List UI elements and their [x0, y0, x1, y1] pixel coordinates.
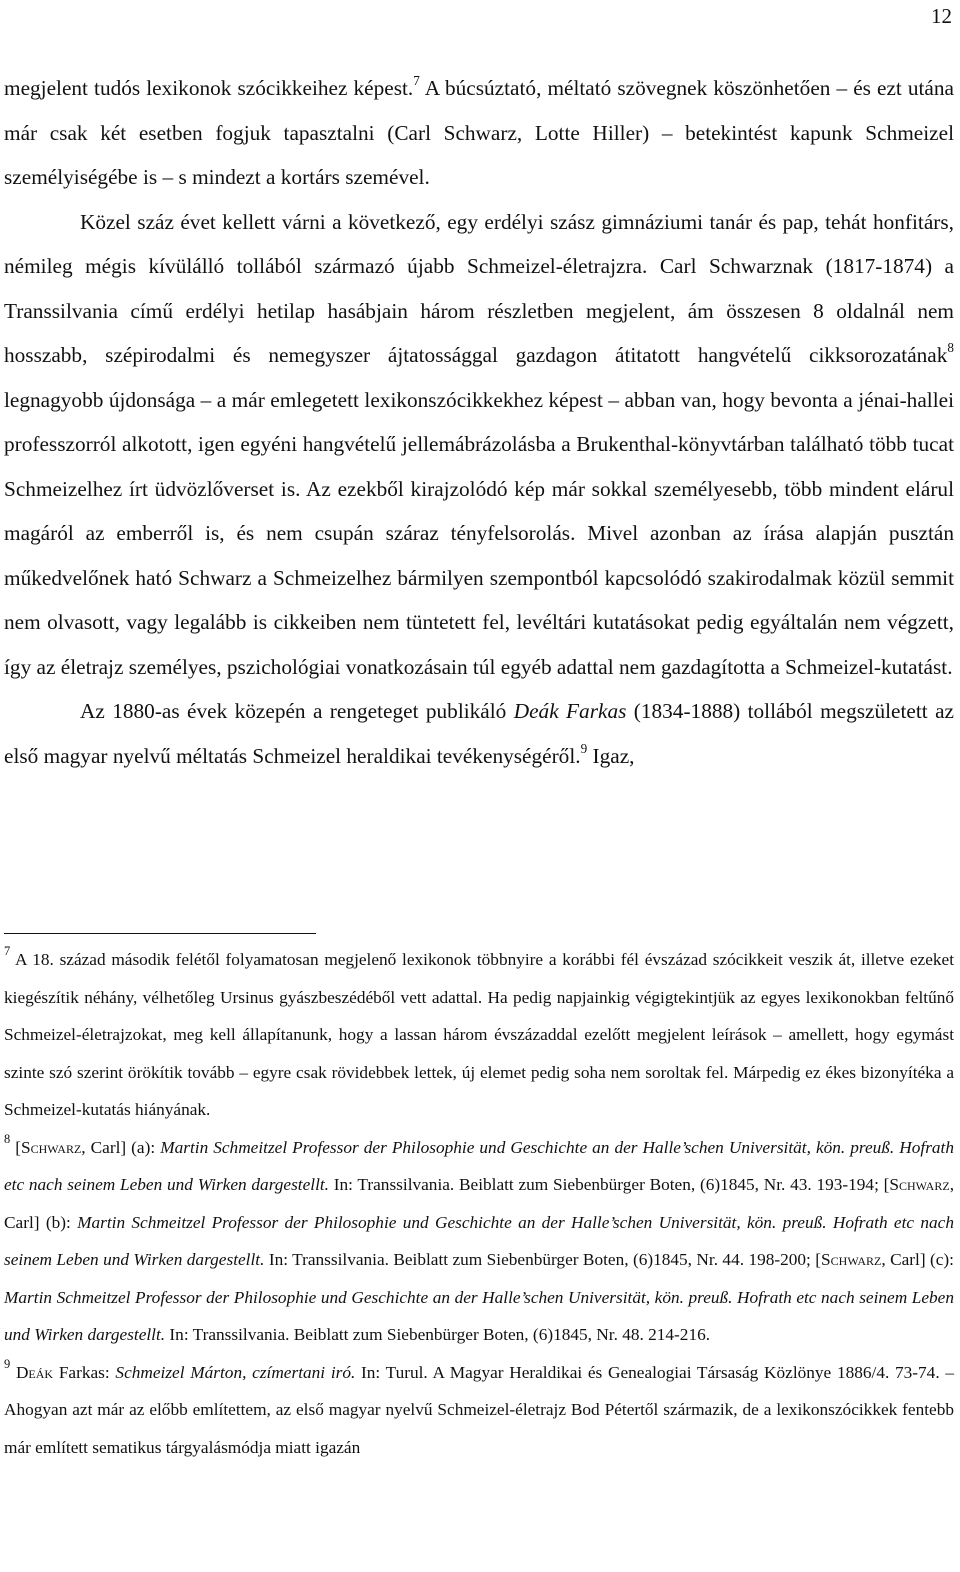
footnote-7	[4, 941, 954, 1129]
footnote-text: Farkas:	[53, 1362, 116, 1382]
footnote-text: , Carl] (b):	[4, 1175, 955, 1232]
work-title: Martin Schmeitzel Professor der Philosophie und Geschichte an der Halle’schen Universität, kön. preuß. Hofrath etc nach seinem Leben und Wirken dargestellt.	[4, 1137, 954, 1194]
footnote-text: [	[10, 1137, 22, 1157]
author-name: Schwarz	[21, 1137, 82, 1157]
paragraph-text: Közel száz évet kellett várni a következő, egy erdélyi szász gimnáziumi tanár és pap, tehát honfitárs, némileg mégis kívülálló tollából származó újabb Schmeizel-életrajzra. Carl Schwarznak (1817-1874) a Transsilvania című erdélyi hetilap hasábjain három részletben megjelent, ám összesen 8 oldalnál nem hosszabb, szépirodalmi és nemegyszer ájtatossággal gazdagon átitatott hangvételű cikksorozatának	[4, 209, 954, 367]
footnotes	[4, 941, 954, 1466]
work-title: Schmeizel Márton, czímertani iró.	[115, 1362, 356, 1382]
footnote-text: , Carl] (a):	[81, 1137, 161, 1157]
footnote-text: , Carl] (c):	[881, 1250, 954, 1269]
footnote-ref-9[interactable]: 9	[580, 740, 588, 756]
paragraph-text: A búcsúztató, méltató szövegnek köszönhetően – és ezt utána már csak két esetben fogjuk tapasztalni (Carl Schwarz, Lotte Hiller) – betekintést kapunk Schmeizel személyiségébe is – s mindezt a kortárs szemével.	[4, 76, 954, 189]
footnote-separator	[4, 933, 316, 934]
footnote-9	[4, 1354, 954, 1467]
paragraph-text: (1834-1888) tollából megszületett az első magyar nyelvű méltatás Schmeizel heraldikai tevékenységéről.	[4, 699, 954, 768]
footnote-text: In: Transsilvania. Beiblatt zum Siebenbürger Boten, (6)1845, Nr. 43. 193-194; [	[329, 1175, 890, 1194]
work-title: Martin Schmeitzel Professor der Philosophie und Geschichte an der Halle’schen Universität, kön. preuß. Hofrath etc nach seinem Leben und Wirken dargestellt.	[4, 1212, 954, 1269]
page-number: 12	[931, 4, 952, 28]
paragraph-3	[4, 689, 954, 778]
body-text	[4, 66, 954, 778]
paragraph-text: Igaz,	[587, 743, 635, 768]
footnote-text: In: Transsilvania. Beiblatt zum Siebenbürger Boten, (6)1845, Nr. 44. 198-200; [	[264, 1250, 822, 1269]
paragraph-text: megjelent tudós lexikonok szócikkeihez képest.	[4, 76, 414, 100]
footnote-number: 7	[4, 944, 11, 959]
author-name: Deák	[10, 1362, 54, 1382]
footnote-ref-7[interactable]: 7	[413, 73, 420, 89]
paragraph-text: legnagyobb újdonsága – a már emlegetett lexikonszócikkekhez képest – abban van, hogy bevonta a jénai-hallei professzorról alkotott, igen egyéni hangvételű jellemábrázolásba a Brukenthal-könyvtárban található több tucat Schmeizelhez írt üdvözlőverset is. Az ezekből kirajzolódó kép már sokkal személyesebb, több mindent elárul magáról az emberről is, és nem csupán száraz tényfelsorolás. Mivel azonban az írása alapján pusztán műkedvelőnek ható Schwarz a Schmeizelhez bármilyen szempontból kapcsolódó szakirodalmak közül semmit nem olvasott, vagy legalább is cikkeiben nem tüntetett fel, levéltári kutatásokat pedig egyáltalán nem végzett, így az életrajz személyes, pszichológiai vonatkozásain túl egyéb adattal nem gazdagította a Schmeizel-kutatást.	[4, 387, 954, 679]
author-name: Schwarz	[889, 1175, 950, 1194]
footnote-text: In: Turul. A Magyar Heraldikai és Genealogiai Társaság Közlönye 1886/4. 73-74. – Ahogyan azt már az előbb említettem, az első magyar nyelvű Schmeizel-életrajz Bod Pétertől származik, de a lexikonszócikkek fentebb már említett sematikus tárgyalásmódja miatt igazán	[4, 1362, 955, 1457]
footnote-number: 9	[4, 1356, 11, 1371]
footnote-8	[4, 1129, 954, 1354]
footnote-text: A 18. század második felétől folyamatosan megjelenő lexikonok többnyire a korábbi fél évszázad szócikkeit veszik át, illetve ezeket kiegészítik néhány, vélhetőleg Ursinus gyászbeszédéből vett adattal. Ha pedig napjainkig végigtekintjük az egyes lexikonokban feltűnő Schmeizel-életrajzokat, meg kell állapítanunk, hogy a lassan három évszázaddal ezelőtt megjelent leírások – amellett, hogy egymást szinte szó szerint örökítik tovább – egyre csak rövidebbek lettek, új elemet pedig soha nem soroltak fel. Márpedig ez ékes bizonyítéka a Schmeizel-kutatás hiányának.	[4, 950, 954, 1119]
paragraph-text: Az 1880-as évek közepén a rengeteget publikáló	[80, 699, 514, 723]
footnote-text: In: Transsilvania. Beiblatt zum Siebenbürger Boten, (6)1845, Nr. 48. 214-216.	[165, 1325, 711, 1344]
footnote-ref-8[interactable]: 8	[947, 340, 954, 356]
footnote-number: 8	[4, 1131, 11, 1146]
paragraph-2	[4, 200, 954, 690]
author-name: Schwarz	[821, 1250, 882, 1269]
work-title: Martin Schmeitzel Professor der Philosophie und Geschichte an der Halle’schen Universität, kön. preuß. Hofrath etc nach seinem Leben und Wirken dargestellt.	[4, 1287, 954, 1344]
person-name: Deák Farkas	[513, 699, 627, 723]
paragraph-1	[4, 66, 954, 200]
